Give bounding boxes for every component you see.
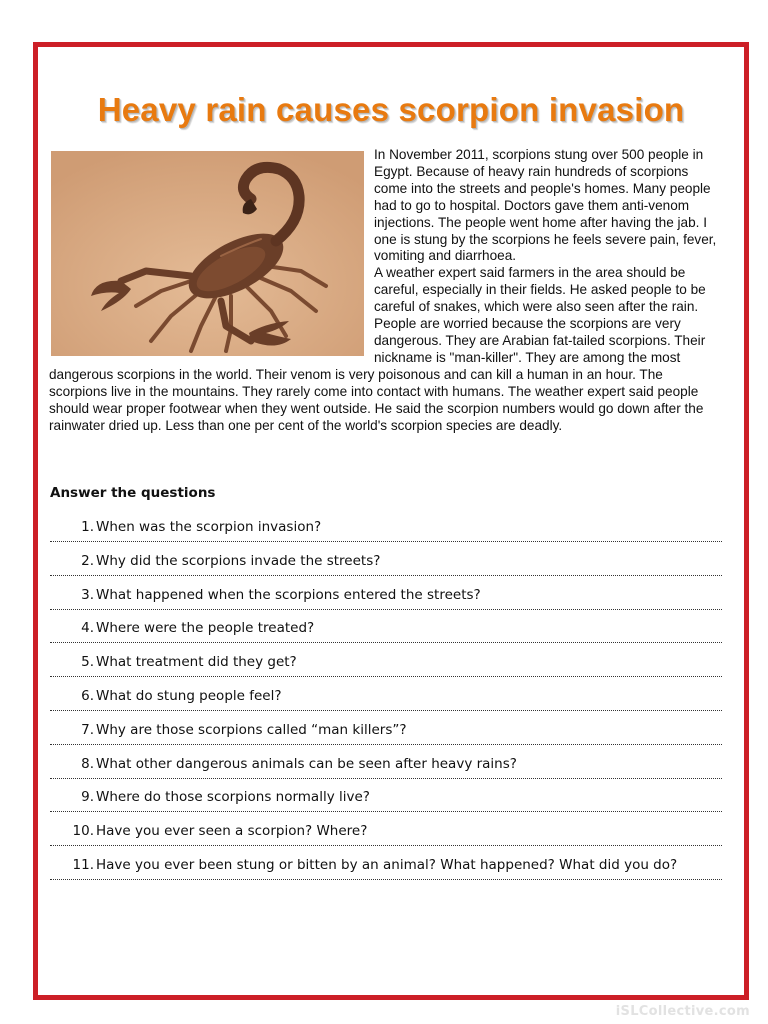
question-item [50,517,722,551]
site-watermark: iSLCollective.com [615,1004,750,1019]
answer-line[interactable] [50,609,722,610]
answer-line[interactable] [50,744,722,745]
article-paragraph-2: A weather expert said farmers in the area should be careful, especially in their fields. He asked people to be careful of snakes, which were also seen after the rain. [374,265,706,315]
scorpion-icon [51,151,364,356]
answer-line[interactable] [50,811,722,812]
question-number: 7. [81,721,94,738]
question-number: 3. [81,586,94,603]
question-number: 10. [72,823,94,840]
question-text: Where were the people treated? [96,620,315,637]
article-body [49,147,723,434]
answer-line[interactable] [50,575,722,576]
question-text: When was the scorpion invasion? [96,519,322,535]
question-text: What happened when the scorpions entered the streets? [96,586,481,603]
question-number: 1. [81,519,94,535]
question-number: 8. [81,755,94,772]
question-item [50,585,722,619]
question-item [50,720,722,754]
question-item [50,551,722,585]
question-number: 5. [81,654,94,671]
question-text: Where do those scorpions normally live? [96,789,370,806]
worksheet-frame [33,42,749,1000]
question-number: 9. [81,789,94,806]
answer-line[interactable] [50,710,722,711]
question-text: What do stung people feel? [96,687,282,704]
worksheet-title: Heavy rain causes scorpion invasion [97,91,685,128]
question-number: 11. [72,856,94,873]
question-item [50,754,722,788]
article-paragraph-1: In November 2011, scorpions stung over 500 people in Egypt. Because of heavy rain hundreds of scorpions come into the streets and people's homes. Many people had to go to hospital. Doctors gave them anti-venom injections. The people went home after having the jab. I one is stung by the scorpions he feels severe pain, fever, vomiting and diarrhoea. [374,147,717,264]
question-item [50,686,722,720]
question-item [50,787,722,821]
question-item [50,855,722,889]
question-number: 4. [81,620,94,637]
question-text: Why did the scorpions invade the streets? [96,552,381,569]
question-text: Why are those scorpions called “man killers”? [96,721,407,738]
question-text: What treatment did they get? [96,654,297,671]
question-item [50,618,722,652]
questions-list [50,517,722,889]
question-text: Have you ever seen a scorpion? Where? [96,823,368,840]
question-item [50,652,722,686]
answer-line[interactable] [50,879,722,880]
answer-line[interactable] [50,676,722,677]
question-number: 2. [81,552,94,569]
answer-line[interactable] [50,541,722,542]
question-item [50,821,722,855]
answer-line[interactable] [50,642,722,643]
answer-line[interactable] [50,845,722,846]
answer-line[interactable] [50,778,722,779]
questions-heading: Answer the questions [50,485,216,501]
question-number: 6. [81,687,94,704]
question-text: Have you ever been stung or bitten by an animal? What happened? What did you do? [96,856,678,873]
scorpion-photo [51,151,364,356]
article-paragraph-3: People are worried because the scorpions are very dangerous. They are Arabian fat-tailed scorpions. Their nickname is "man-killer". They are among the most dangerous scorpions in the world. Their venom is very poisonous and can kill a human in an hour. The scorpions live in the mountains. They rarely come into contact with humans. The weather expert said people should wear proper footwear when they went outside. He said the scorpion numbers would go down after the rainwater dried up. Less than one per cent of the world's scorpion species are deadly. [49,316,706,433]
question-text: What other dangerous animals can be seen after heavy rains? [96,755,517,772]
